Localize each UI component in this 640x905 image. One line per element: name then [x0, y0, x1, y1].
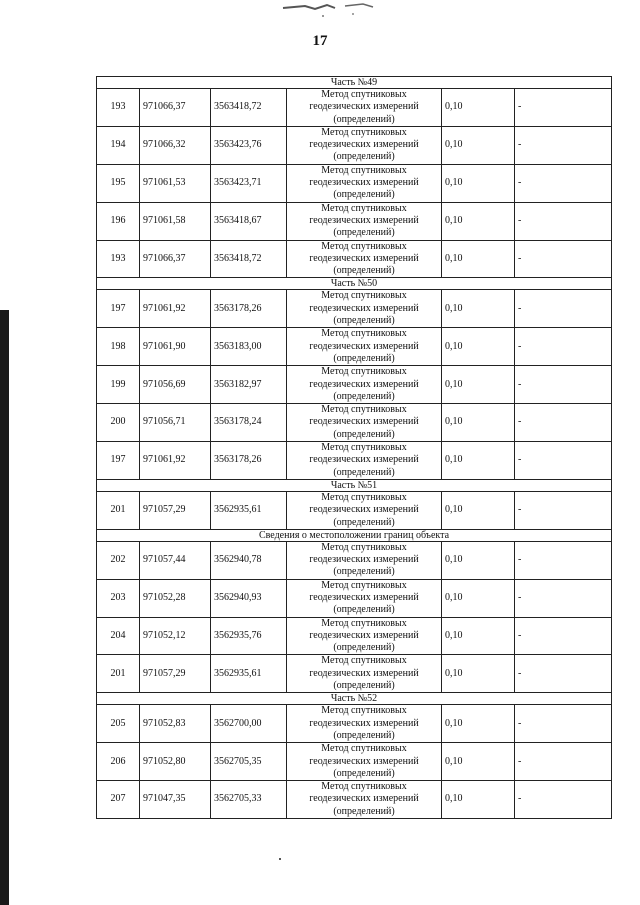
point-number-cell: 194	[97, 126, 140, 164]
table-row	[97, 366, 612, 404]
y-coordinate-cell: 3563418,72	[211, 89, 287, 127]
coordinates-table	[96, 76, 612, 819]
method-cell: Метод спутниковых геодезических измерений (определений)	[287, 328, 442, 366]
y-coordinate-cell: 3563178,26	[211, 442, 287, 480]
y-coordinate-cell: 3563418,67	[211, 202, 287, 240]
method-cell: Метод спутниковых геодезических измерений (определений)	[287, 781, 442, 819]
accuracy-cell: 0,10	[442, 202, 515, 240]
description-cell: -	[515, 240, 612, 278]
description-cell: -	[515, 655, 612, 693]
description-cell: -	[515, 366, 612, 404]
point-number-cell: 197	[97, 290, 140, 328]
y-coordinate-cell: 3562940,93	[211, 579, 287, 617]
accuracy-cell: 0,10	[442, 404, 515, 442]
y-coordinate-cell: 3563423,76	[211, 126, 287, 164]
section-header-row	[97, 529, 612, 541]
y-coordinate-cell: 3562700,00	[211, 705, 287, 743]
description-cell: -	[515, 743, 612, 781]
table-row	[97, 89, 612, 127]
point-number-cell: 206	[97, 743, 140, 781]
section-header-row	[97, 77, 612, 89]
y-coordinate-cell: 3563182,97	[211, 366, 287, 404]
method-cell: Метод спутниковых геодезических измерений (определений)	[287, 617, 442, 655]
x-coordinate-cell: 971066,37	[140, 89, 211, 127]
method-cell: Метод спутниковых геодезических измерений (определений)	[287, 404, 442, 442]
description-cell: -	[515, 781, 612, 819]
method-cell: Метод спутниковых геодезических измерений (определений)	[287, 240, 442, 278]
method-cell: Метод спутниковых геодезических измерений (определений)	[287, 442, 442, 480]
method-cell: Метод спутниковых геодезических измерений (определений)	[287, 290, 442, 328]
point-number-cell: 196	[97, 202, 140, 240]
x-coordinate-cell: 971057,29	[140, 655, 211, 693]
method-cell: Метод спутниковых геодезических измерений (определений)	[287, 491, 442, 529]
accuracy-cell: 0,10	[442, 655, 515, 693]
description-cell: -	[515, 541, 612, 579]
table-row	[97, 164, 612, 202]
y-coordinate-cell: 3562940,78	[211, 541, 287, 579]
x-coordinate-cell: 971061,92	[140, 290, 211, 328]
description-cell: -	[515, 164, 612, 202]
x-coordinate-cell: 971066,32	[140, 126, 211, 164]
section-header-row	[97, 693, 612, 705]
section-title: Часть №51	[97, 479, 612, 491]
method-cell: Метод спутниковых геодезических измерений (определений)	[287, 579, 442, 617]
table-row	[97, 705, 612, 743]
accuracy-cell: 0,10	[442, 164, 515, 202]
x-coordinate-cell: 971061,58	[140, 202, 211, 240]
x-coordinate-cell: 971057,29	[140, 491, 211, 529]
description-cell: -	[515, 579, 612, 617]
x-coordinate-cell: 971061,53	[140, 164, 211, 202]
accuracy-cell: 0,10	[442, 491, 515, 529]
accuracy-cell: 0,10	[442, 328, 515, 366]
method-cell: Метод спутниковых геодезических измерений (определений)	[287, 126, 442, 164]
scan-dot	[279, 858, 281, 860]
accuracy-cell: 0,10	[442, 126, 515, 164]
y-coordinate-cell: 3563183,00	[211, 328, 287, 366]
x-coordinate-cell: 971052,28	[140, 579, 211, 617]
description-cell: -	[515, 705, 612, 743]
x-coordinate-cell: 971047,35	[140, 781, 211, 819]
table-row	[97, 240, 612, 278]
description-cell: -	[515, 442, 612, 480]
method-cell: Метод спутниковых геодезических измерений (определений)	[287, 89, 442, 127]
table-row	[97, 442, 612, 480]
point-number-cell: 200	[97, 404, 140, 442]
x-coordinate-cell: 971061,90	[140, 328, 211, 366]
section-title: Часть №50	[97, 278, 612, 290]
scan-edge-bar	[0, 310, 9, 905]
section-title: Часть №52	[97, 693, 612, 705]
x-coordinate-cell: 971057,44	[140, 541, 211, 579]
table-row	[97, 491, 612, 529]
accuracy-cell: 0,10	[442, 89, 515, 127]
table-row	[97, 579, 612, 617]
point-number-cell: 193	[97, 240, 140, 278]
method-cell: Метод спутниковых геодезических измерений (определений)	[287, 655, 442, 693]
scan-artifact-mark	[275, 0, 395, 20]
accuracy-cell: 0,10	[442, 442, 515, 480]
x-coordinate-cell: 971066,37	[140, 240, 211, 278]
description-cell: -	[515, 290, 612, 328]
method-cell: Метод спутниковых геодезических измерений (определений)	[287, 164, 442, 202]
point-number-cell: 199	[97, 366, 140, 404]
y-coordinate-cell: 3562705,33	[211, 781, 287, 819]
point-number-cell: 203	[97, 579, 140, 617]
description-cell: -	[515, 328, 612, 366]
method-cell: Метод спутниковых геодезических измерений (определений)	[287, 705, 442, 743]
table-row	[97, 781, 612, 819]
point-number-cell: 195	[97, 164, 140, 202]
description-cell: -	[515, 617, 612, 655]
method-cell: Метод спутниковых геодезических измерений (определений)	[287, 366, 442, 404]
method-cell: Метод спутниковых геодезических измерений (определений)	[287, 541, 442, 579]
table-row	[97, 743, 612, 781]
table-row	[97, 202, 612, 240]
point-number-cell: 197	[97, 442, 140, 480]
table-row	[97, 290, 612, 328]
description-cell: -	[515, 404, 612, 442]
y-coordinate-cell: 3562705,35	[211, 743, 287, 781]
table-row	[97, 655, 612, 693]
method-cell: Метод спутниковых геодезических измерений (определений)	[287, 743, 442, 781]
description-cell: -	[515, 89, 612, 127]
section-title: Часть №49	[97, 77, 612, 89]
accuracy-cell: 0,10	[442, 781, 515, 819]
y-coordinate-cell: 3562935,76	[211, 617, 287, 655]
table-row	[97, 126, 612, 164]
x-coordinate-cell: 971052,80	[140, 743, 211, 781]
accuracy-cell: 0,10	[442, 240, 515, 278]
table-row	[97, 328, 612, 366]
x-coordinate-cell: 971056,71	[140, 404, 211, 442]
y-coordinate-cell: 3563418,72	[211, 240, 287, 278]
page-number: 17	[312, 33, 328, 49]
y-coordinate-cell: 3563178,24	[211, 404, 287, 442]
x-coordinate-cell: 971052,83	[140, 705, 211, 743]
method-cell: Метод спутниковых геодезических измерений (определений)	[287, 202, 442, 240]
point-number-cell: 193	[97, 89, 140, 127]
section-header-row	[97, 278, 612, 290]
accuracy-cell: 0,10	[442, 579, 515, 617]
accuracy-cell: 0,10	[442, 743, 515, 781]
accuracy-cell: 0,10	[442, 541, 515, 579]
accuracy-cell: 0,10	[442, 290, 515, 328]
point-number-cell: 202	[97, 541, 140, 579]
table-row	[97, 617, 612, 655]
y-coordinate-cell: 3562935,61	[211, 491, 287, 529]
y-coordinate-cell: 3563423,71	[211, 164, 287, 202]
description-cell: -	[515, 491, 612, 529]
accuracy-cell: 0,10	[442, 617, 515, 655]
point-number-cell: 204	[97, 617, 140, 655]
accuracy-cell: 0,10	[442, 366, 515, 404]
point-number-cell: 201	[97, 491, 140, 529]
point-number-cell: 207	[97, 781, 140, 819]
coordinates-table-body	[97, 77, 612, 819]
section-header-row	[97, 479, 612, 491]
point-number-cell: 205	[97, 705, 140, 743]
y-coordinate-cell: 3562935,61	[211, 655, 287, 693]
point-number-cell: 198	[97, 328, 140, 366]
point-number-cell: 201	[97, 655, 140, 693]
description-cell: -	[515, 202, 612, 240]
table-row	[97, 404, 612, 442]
accuracy-cell: 0,10	[442, 705, 515, 743]
description-cell: -	[515, 126, 612, 164]
y-coordinate-cell: 3563178,26	[211, 290, 287, 328]
section-title: Сведения о местоположении границ объекта	[97, 529, 612, 541]
x-coordinate-cell: 971056,69	[140, 366, 211, 404]
table-row	[97, 541, 612, 579]
x-coordinate-cell: 971052,12	[140, 617, 211, 655]
x-coordinate-cell: 971061,92	[140, 442, 211, 480]
